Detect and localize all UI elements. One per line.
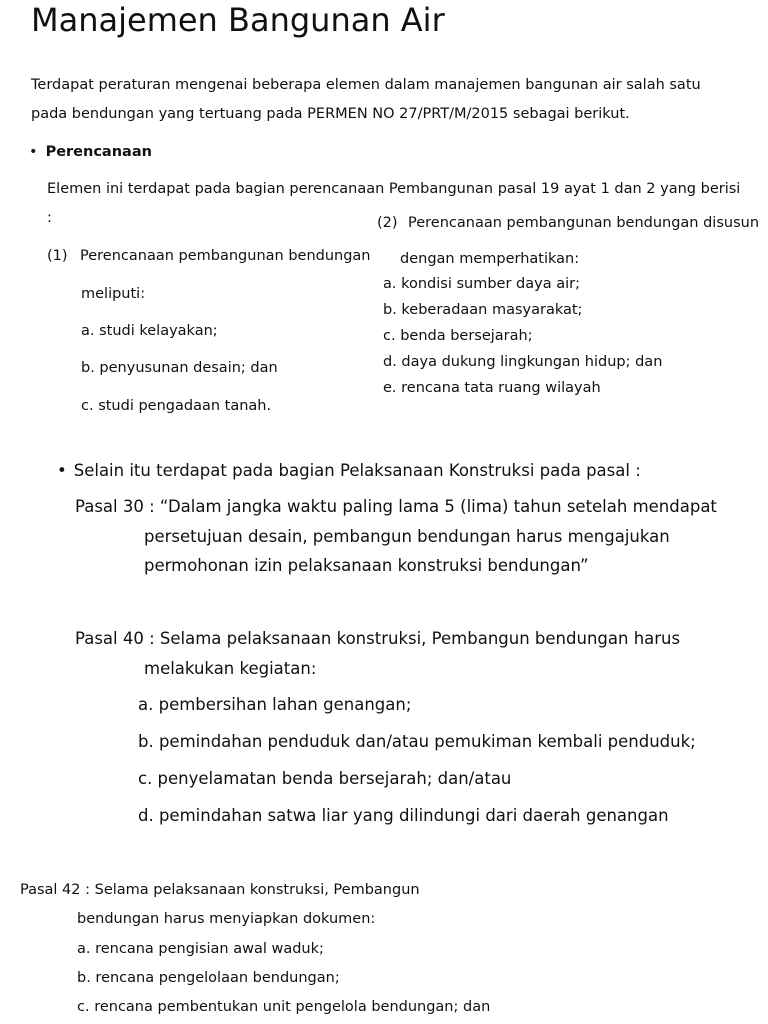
- ayat-2-item: c. benda bersejarah;: [383, 328, 533, 344]
- ayat-1-line-1: Perencanaan pembangunan bendungan: [80, 248, 371, 264]
- pasal-42-line-1: Pasal 42 : Selama pelaksanaan konstruksi, Pembangun: [20, 882, 420, 898]
- pelaksanaan-intro-text: Selain itu terdapat pada bagian Pelaksanaan Konstruksi pada pasal :: [73, 461, 641, 480]
- intro-line-1: Terdapat peraturan mengenai beberapa elemen dalam manajemen bangunan air salah satu: [31, 77, 701, 93]
- pasal-40-item: b. pemindahan penduduk dan/atau pemukiman kembali penduduk;: [138, 732, 696, 751]
- bullet-icon: •: [57, 461, 67, 480]
- ayat-1-number: (1): [47, 248, 68, 264]
- ayat-2-item: d. daya dukung lingkungan hidup; dan: [383, 354, 663, 370]
- pasal-30-line-1: Pasal 30 : “Dalam jangka waktu paling lama 5 (lima) tahun setelah mendapat: [75, 497, 717, 516]
- page-title: Manajemen Bangunan Air: [31, 1, 445, 39]
- pasal-42-item: a. rencana pengisian awal waduk;: [77, 941, 324, 957]
- pelaksanaan-intro: [57, 460, 641, 482]
- ayat-2-line-2: dengan memperhatikan:: [400, 251, 580, 267]
- pasal-42-item: b. rencana pengelolaan bendungan;: [77, 970, 340, 986]
- pasal-40-line-2: melakukan kegiatan:: [144, 659, 317, 678]
- perencanaan-desc-line-2: :: [47, 210, 52, 226]
- ayat-2-number: (2): [377, 215, 398, 231]
- pasal-40-item: c. penyelamatan benda bersejarah; dan/atau: [138, 769, 512, 788]
- section-heading-perencanaan: [29, 142, 152, 162]
- ayat-1-line-2: meliputi:: [81, 286, 146, 302]
- ayat-2-item: e. rencana tata ruang wilayah: [383, 380, 601, 396]
- bullet-icon: •: [29, 144, 38, 160]
- ayat-1-item: c. studi pengadaan tanah.: [81, 398, 272, 414]
- pasal-40-item: a. pembersihan lahan genangan;: [138, 695, 412, 714]
- intro-line-2: pada bendungan yang tertuang pada PERMEN NO 27/PRT/M/2015 sebagai berikut.: [31, 106, 630, 122]
- section-heading-label: Perencanaan: [45, 144, 152, 160]
- ayat-2-item: b. keberadaan masyarakat;: [383, 302, 583, 318]
- pasal-30-line-2: persetujuan desain, pembangun bendungan harus mengajukan: [144, 527, 670, 546]
- ayat-1-item: b. penyusunan desain; dan: [81, 360, 278, 376]
- pasal-40-item: d. pemindahan satwa liar yang dilindungi dari daerah genangan: [138, 806, 669, 825]
- pasal-40-line-1: Pasal 40 : Selama pelaksanaan konstruksi, Pembangun bendungan harus: [75, 629, 681, 648]
- ayat-2-item: a. kondisi sumber daya air;: [383, 276, 580, 292]
- pasal-42-item: c. rencana pembentukan unit pengelola bendungan; dan: [77, 999, 491, 1015]
- pasal-42-line-2: bendungan harus menyiapkan dokumen:: [77, 911, 376, 927]
- ayat-2-line-1: Perencanaan pembangunan bendungan disusun: [408, 215, 760, 231]
- perencanaan-desc-line-1: Elemen ini terdapat pada bagian perencanaan Pembangunan pasal 19 ayat 1 dan 2 yang berisi: [47, 181, 741, 197]
- pasal-30-line-3: permohonan izin pelaksanaan konstruksi bendungan”: [144, 556, 589, 575]
- ayat-1-item: a. studi kelayakan;: [81, 323, 218, 339]
